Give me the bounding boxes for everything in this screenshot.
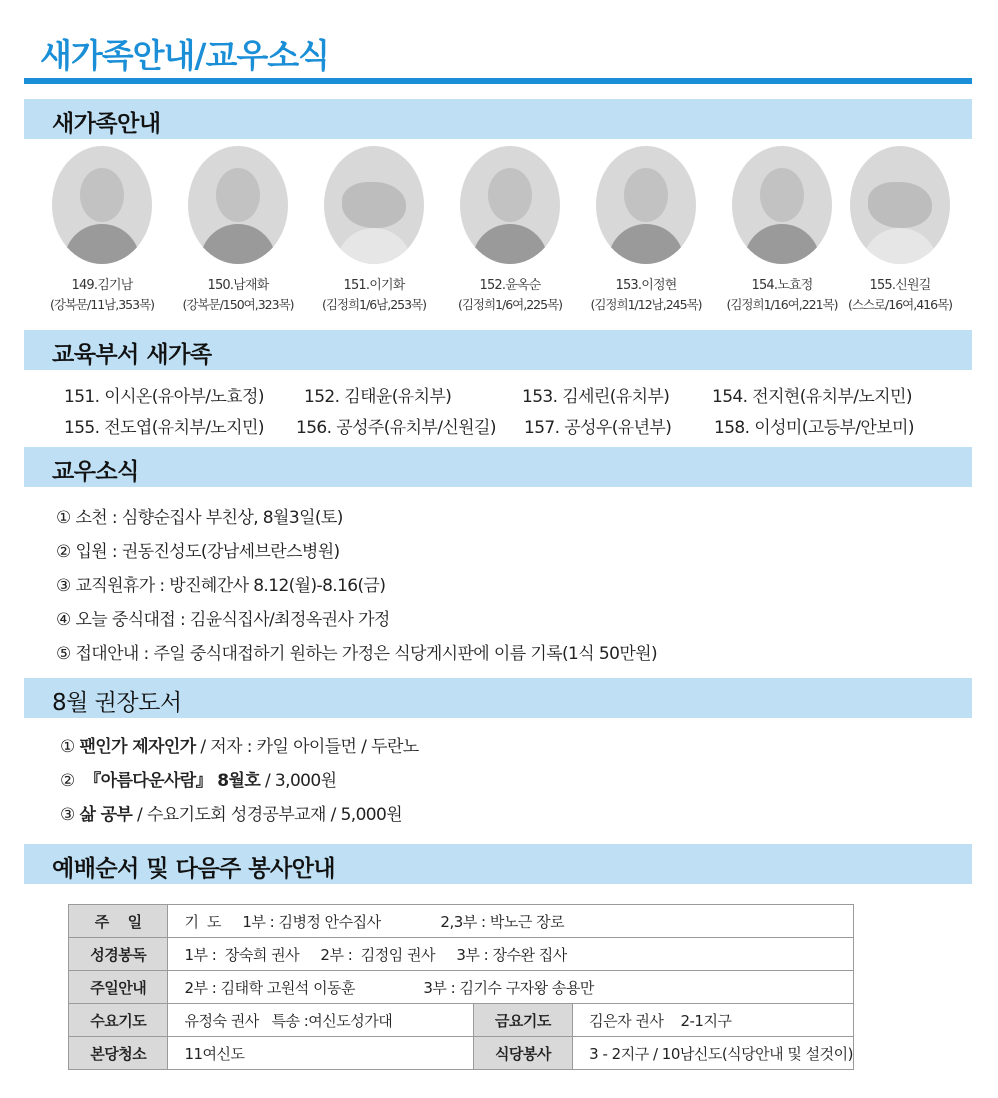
member-info: (강복문/11남,353목) <box>49 297 155 312</box>
praying-hands-photo <box>324 146 424 264</box>
book-title: 삶 공부 <box>79 805 133 825</box>
book-item <box>60 800 402 825</box>
member-card <box>578 146 714 313</box>
table-row <box>69 905 854 938</box>
member-card <box>714 146 850 313</box>
news-item: ⑤ 접대안내 : 주일 중식대접하기 원하는 가정은 식당게시판에 이름 기록(1식 50만원) <box>56 644 657 664</box>
education-entry: 157. 공성우(유년부) <box>524 418 672 438</box>
section-title: 교육부서 새가족 <box>52 342 212 368</box>
news-item: ③ 교직원휴가 : 방진혜간사 8.12(월)-8.16(금) <box>56 576 386 596</box>
row-value: 유정숙 권사 특송 :여신도성가대 <box>168 1004 473 1037</box>
row-label: 식당봉사 <box>473 1037 573 1070</box>
member-photo <box>52 146 152 264</box>
news-item: ④ 오늘 중식대접 : 김윤식집사/최정옥권사 가정 <box>56 610 390 630</box>
row-value: 2부 : 김태학 고원석 이동훈 3부 : 김기수 구자왕 송용만 <box>168 971 854 1004</box>
education-entry: 151. 이시온(유아부/노효정) <box>64 387 264 407</box>
education-entry: 153. 김세린(유치부) <box>522 387 670 407</box>
news-item: ① 소천 : 심향순집사 부친상, 8월3일(토) <box>56 508 343 528</box>
book-detail: / 수요기도회 성경공부교재 / 5,000원 <box>132 805 403 825</box>
member-card <box>832 146 968 313</box>
table-row <box>69 1004 854 1037</box>
row-value: 11여신도 <box>168 1037 473 1070</box>
education-entry: 154. 전지현(유치부/노지민) <box>712 387 912 407</box>
book-title: 『아름다운사람』 8월호 <box>84 771 261 791</box>
section-title: 8월 권장도서 <box>52 690 182 716</box>
book-item <box>60 732 419 757</box>
member-name: 153.이정현 <box>615 278 677 293</box>
education-entry: 152. 김태윤(유치부) <box>304 387 452 407</box>
education-entry: 156. 공성주(유치부/신원길) <box>296 418 496 438</box>
member-info: (김정희1/6여,225목) <box>457 297 563 312</box>
book-number: ③ <box>60 805 75 825</box>
section-new-family <box>24 99 972 139</box>
member-info: (강복문/150여,323목) <box>182 297 294 312</box>
section-worship <box>24 844 972 884</box>
book-item <box>60 766 336 791</box>
section-title: 교우소식 <box>52 459 139 485</box>
row-label: 주일안내 <box>69 971 168 1004</box>
service-schedule-table <box>68 904 854 1070</box>
member-name: 151.이기화 <box>343 278 405 293</box>
table-row <box>69 938 854 971</box>
row-value: 김은자 권사 2-1지구 <box>573 1004 854 1037</box>
member-list <box>24 146 972 326</box>
row-label: 성경봉독 <box>69 938 168 971</box>
book-title: 팬인가 제자인가 <box>79 737 196 757</box>
book-detail: / 저자 : 카일 아이들먼 / 두란노 <box>195 737 419 757</box>
member-photo <box>188 146 288 264</box>
section-books <box>24 678 972 718</box>
member-info: (김정희1/16여,221목) <box>726 297 838 312</box>
member-photo <box>596 146 696 264</box>
member-card <box>442 146 578 313</box>
member-name: 154.노효정 <box>751 278 813 293</box>
member-name: 149.김기남 <box>71 278 133 293</box>
member-name: 155.신원길 <box>869 278 931 293</box>
member-photo <box>732 146 832 264</box>
row-label: 본당청소 <box>69 1037 168 1070</box>
row-label: 금요기도 <box>473 1004 573 1037</box>
page-title: 새가족안내/교우소식 <box>40 36 329 75</box>
news-item: ② 입원 : 권동진성도(강남세브란스병원) <box>56 542 340 562</box>
row-value: 기 도 1부 : 김병정 안수집사 2,3부 : 박노근 장로 <box>168 905 854 938</box>
row-value: 3 - 2지구 / 10남신도(식당안내 및 설것이) <box>573 1037 854 1070</box>
title-rule <box>24 78 972 84</box>
row-label: 수요기도 <box>69 1004 168 1037</box>
section-news <box>24 447 972 487</box>
education-entry: 155. 전도엽(유치부/노지민) <box>64 418 264 438</box>
member-name: 152.윤옥순 <box>479 278 541 293</box>
praying-hands-photo <box>850 146 950 264</box>
member-photo <box>460 146 560 264</box>
section-education <box>24 330 972 370</box>
member-card <box>34 146 170 313</box>
section-title: 예배순서 및 다음주 봉사안내 <box>52 856 336 882</box>
member-card <box>306 146 442 313</box>
table-row <box>69 971 854 1004</box>
book-number: ② <box>60 771 75 791</box>
member-card <box>170 146 306 313</box>
member-info: (스스로/16여,416목) <box>847 297 953 312</box>
member-info: (김정희1/6남,253목) <box>321 297 427 312</box>
book-number: ① <box>60 737 75 757</box>
row-value: 1부 : 장숙희 권사 2부 : 김정임 권사 3부 : 장수완 집사 <box>168 938 854 971</box>
education-entry: 158. 이성미(고등부/안보미) <box>714 418 914 438</box>
table-row <box>69 1037 854 1070</box>
member-name: 150.남재화 <box>207 278 269 293</box>
book-detail: / 3,000원 <box>260 771 337 791</box>
member-info: (김정희1/12남,245목) <box>590 297 702 312</box>
row-label: 주 일 <box>69 905 168 938</box>
section-title: 새가족안내 <box>52 111 161 137</box>
